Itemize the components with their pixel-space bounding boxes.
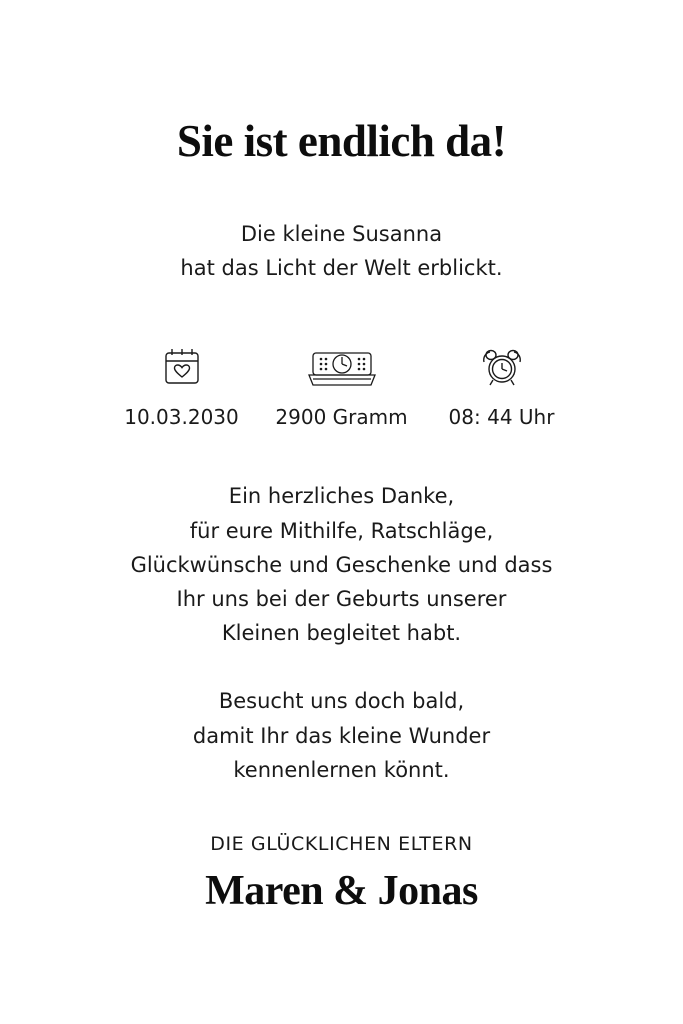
parents-kicker: DIE GLÜCKLICHEN ELTERN — [210, 833, 473, 856]
birth-facts — [107, 343, 577, 429]
parents-names: Maren & Jonas — [205, 868, 478, 915]
fact-date-value: 10.03.2030 — [124, 405, 239, 430]
page-title: Sie ist endlich da! — [176, 116, 507, 166]
intro-line-2: hat das Licht der Welt erblickt. — [180, 256, 503, 281]
fact-time — [427, 343, 577, 429]
alarm-clock-icon — [478, 343, 526, 391]
thanks-line-2: für eure Mithilfe, Ratschläge, — [189, 518, 494, 543]
thanks-text — [131, 479, 553, 650]
thanks-line-1: Ein herzliches Danke, — [228, 484, 455, 509]
fact-time-value: 08: 44 Uhr — [448, 405, 555, 430]
fact-weight — [267, 343, 417, 429]
baby-scale-icon — [297, 343, 387, 391]
visit-line-2: damit Ihr das kleine Wunder — [192, 723, 491, 748]
thanks-line-3: Glückwünsche und Geschenke und dass — [130, 552, 553, 577]
calendar-heart-icon — [159, 343, 205, 391]
fact-date — [107, 343, 257, 429]
fact-weight-value: 2900 Gramm — [275, 405, 408, 430]
thanks-line-4: Ihr uns bei der Geburts unserer — [176, 586, 507, 611]
thanks-line-5: Kleinen begleitet habt. — [221, 621, 462, 646]
intro-text — [180, 217, 502, 285]
intro-line-1: Die kleine Susanna — [240, 222, 443, 247]
visit-line-3: kennenlernen könnt. — [233, 757, 450, 782]
visit-line-1: Besucht uns doch bald, — [218, 689, 465, 714]
visit-text — [193, 684, 490, 787]
